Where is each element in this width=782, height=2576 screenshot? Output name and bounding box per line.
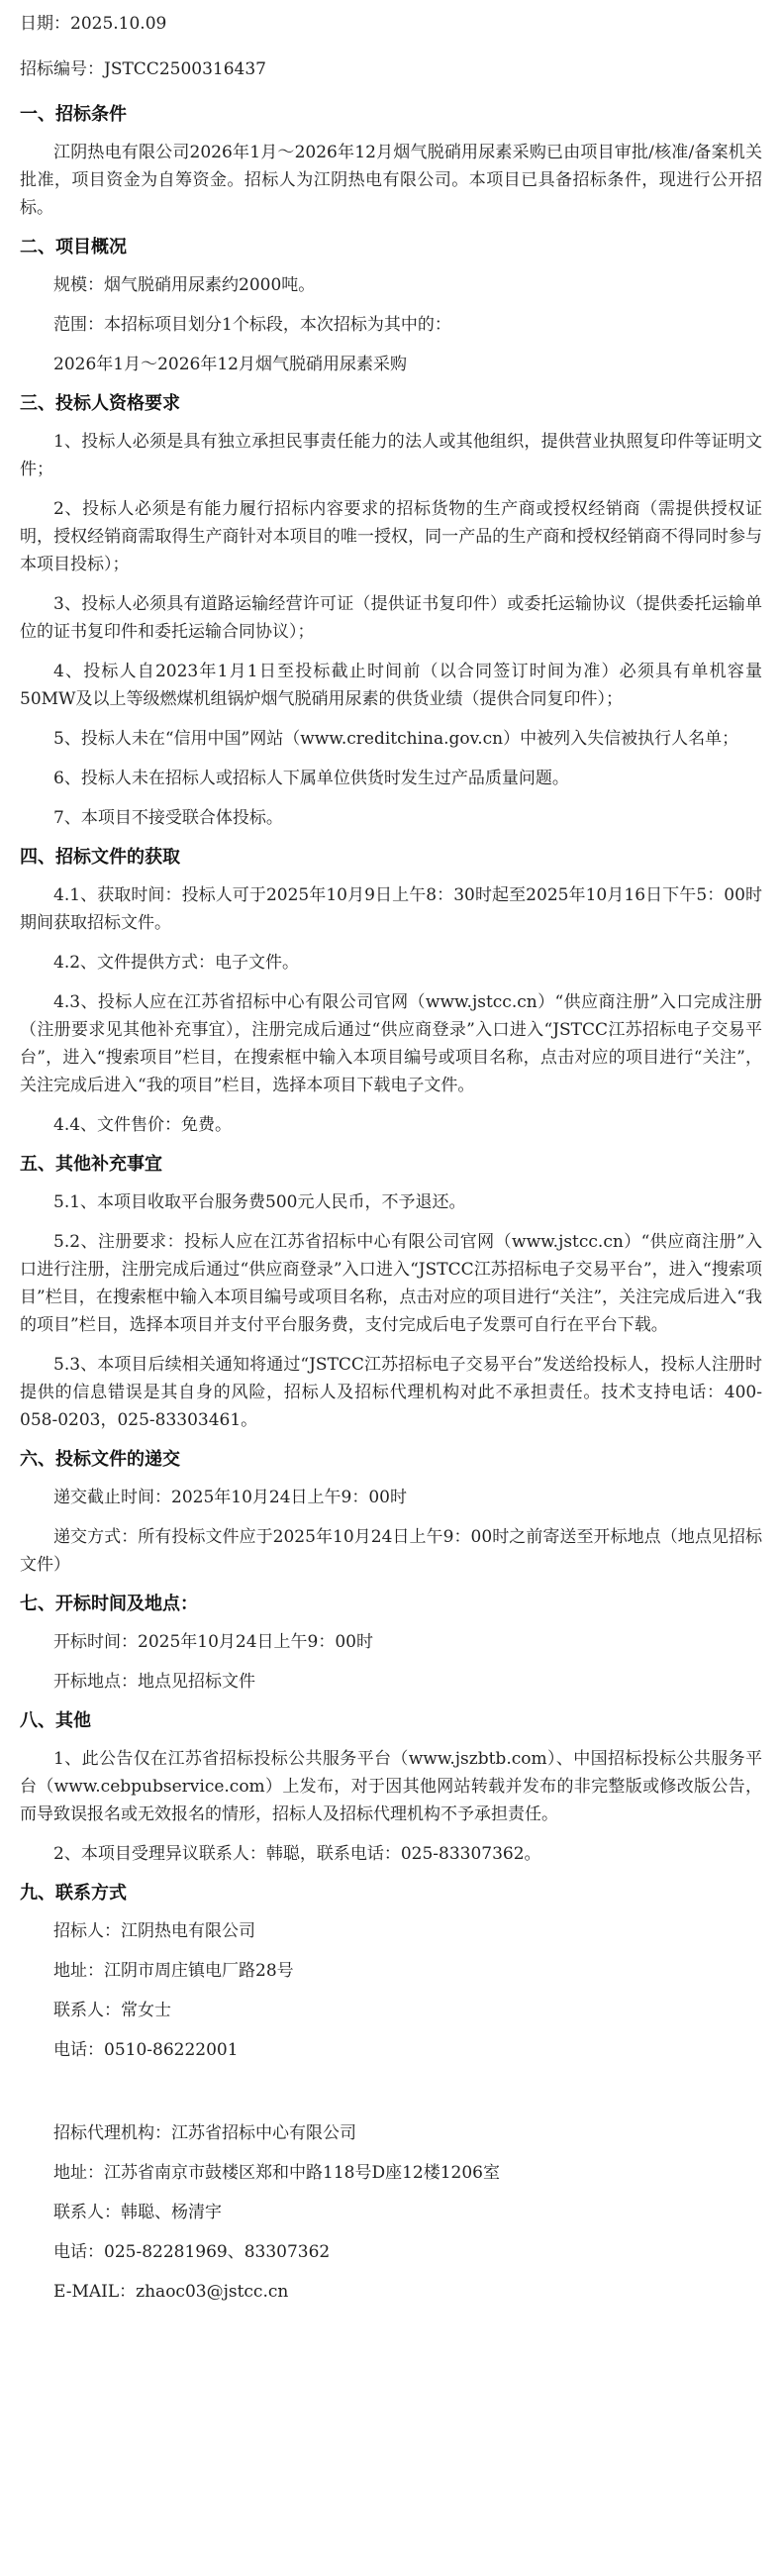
agency-contact-line: 联系人：韩聪、杨清宇 [53,2203,222,2222]
section-paragraph: 递交方式：所有投标文件应于2025年10月24日上午9：00时之前寄送至开标地点（地点见招标文件） [20,1527,762,1575]
section-paragraph: 2、本项目受理异议联系人：韩聪，联系电话：025-83307362。 [53,1844,541,1864]
date-line: 日期：2025.10.09 [20,14,167,34]
tenderer-contact-line: 地址：江阴市周庄镇电厂路28号 [53,1961,294,1981]
agency-contact-line: 电话：025-82281969、83307362 [53,2242,331,2262]
section-paragraph: 5、投标人未在“信用中国”网站（www.creditchina.gov.cn）中被列入失信被执行人名单； [53,729,739,749]
sections-container [20,101,762,1907]
section-paragraph: 1、此公告仅在江苏省招标投标公共服务平台（www.jszbtb.com）、中国招标投标公共服务平台（www.cebpubservice.com）上发布，对于因其他网站转载并发布的非完整版或修改版公告，而导致误报名或无效报名的情形，招标人及招标代理机构不予承担责任。 [20,1749,762,1824]
section-title: 二、项目概况 [20,237,127,258]
tenderer-contact-line: 招标人：江阴热电有限公司 [53,1921,255,1941]
section-paragraph: 4.3、投标人应在江苏省招标中心有限公司官网（www.jstcc.cn）“供应商注册”入口完成注册（注册要求见其他补充事宜），注册完成后通过“供应商登录”入口进入“JSTCC江苏招标电子交易平台”，进入“搜索项目”栏目，在搜索框中输入本项目编号或项目名称，点击对应的项目进行“关注”，关注完成后进入“我的项目”栏目，选择本项目下载电子文件。 [20,992,762,1095]
section-paragraph: 江阴热电有限公司2026年1月～2026年12月烟气脱硝用尿素采购已由项目审批/核准/备案机关批准，项目资金为自筹资金。招标人为江阴热电有限公司。本项目已具备招标条件，现进行公开招标。 [20,143,762,218]
section-paragraph: 开标时间：2025年10月24日上午9：00时 [53,1632,373,1652]
section-paragraph: 3、投标人必须具有道路运输经营许可证（提供证书复印件）或委托运输协议（提供委托运输单位的证书复印件和委托运输合同协议）； [20,594,762,642]
section-paragraph: 4.2、文件提供方式：电子文件。 [53,953,300,973]
section-paragraph: 递交截止时间：2025年10月24日上午9：00时 [53,1488,407,1507]
section-paragraph: 规模：烟气脱硝用尿素约2000吨。 [53,275,316,295]
section-paragraph: 4.4、文件售价：免费。 [53,1115,233,1135]
tenderer-contact-line: 电话：0510-86222001 [53,2040,239,2060]
section-paragraph: 2、投标人必须是有能力履行招标内容要求的招标货物的生产商或授权经销商（需提供授权证明，授权经销商需取得生产商针对本项目的唯一授权，同一产品的生产商和授权经销商不得同时参与本项目投标）； [20,499,762,574]
tenderer-contact-line: 联系人：常女士 [53,2001,171,2020]
section-paragraph: 1、投标人必须是具有独立承担民事责任能力的法人或其他组织，提供营业执照复印件等证明文件； [20,432,762,479]
agency-contact-line: 招标代理机构：江苏省招标中心有限公司 [53,2123,356,2143]
section-paragraph: 开标地点：地点见招标文件 [53,1672,255,1692]
section-title: 五、其他补充事宜 [20,1154,162,1175]
section-paragraph: 4、投标人自2023年1月1日至投标截止时间前（以合同签订时间为准）必须具有单机容量50MW及以上等级燃煤机组锅炉烟气脱硝用尿素的供货业绩（提供合同复印件）； [20,662,762,709]
contact-block [20,1917,762,2306]
contact-spacer [20,2076,762,2119]
section-paragraph: 4.1、获取时间：投标人可于2025年10月9日上午8：30时起至2025年10月16日下午5：00时期间获取招标文件。 [20,885,762,933]
section-paragraph: 范围：本招标项目划分1个标段，本次招标为其中的： [53,315,451,335]
section-paragraph: 5.3、本项目后续相关通知将通过“JSTCC江苏招标电子交易平台”发送给投标人，投标人注册时提供的信息错误是其自身的风险，招标人及招标代理机构对此不承担责任。技术支持电话：400-058-0203，025-83303461。 [20,1355,762,1430]
section-title: 九、联系方式 [20,1883,127,1904]
agency-contact-line: 地址：江苏省南京市鼓楼区郑和中路118号D座12楼1206室 [53,2163,500,2183]
section-title: 六、投标文件的递交 [20,1449,180,1470]
section-title: 三、投标人资格要求 [20,393,180,414]
section-title: 七、开标时间及地点： [20,1594,198,1614]
section-paragraph: 6、投标人未在招标人或招标人下属单位供货时发生过产品质量问题。 [53,769,569,788]
section-paragraph: 2026年1月～2026年12月烟气脱硝用尿素采购 [53,355,407,374]
section-title: 一、招标条件 [20,104,127,125]
bid-number-line: 招标编号：JSTCC2500316437 [20,59,266,79]
section-title: 八、其他 [20,1710,91,1731]
section-paragraph: 5.2、注册要求：投标人应在江苏省招标中心有限公司官网（www.jstcc.cn）“供应商注册”入口进行注册，注册完成后通过“供应商登录”入口进入“JSTCC江苏招标电子交易平台”，进入“搜索项目”栏目，在搜索框中输入本项目编号或项目名称，点击对应的项目进行“关注”，关注完成后进入“我的项目”栏目，选择本项目并支付平台服务费，支付完成后电子发票可自行在平台下载。 [20,1232,762,1335]
section-paragraph: 5.1、本项目收取平台服务费500元人民币，不予退还。 [53,1192,466,1212]
section-paragraph: 7、本项目不接受联合体投标。 [53,808,283,828]
section-title: 四、招标文件的获取 [20,847,180,868]
agency-contact-line: E-MAIL：zhaoc03@jstcc.cn [53,2282,289,2302]
